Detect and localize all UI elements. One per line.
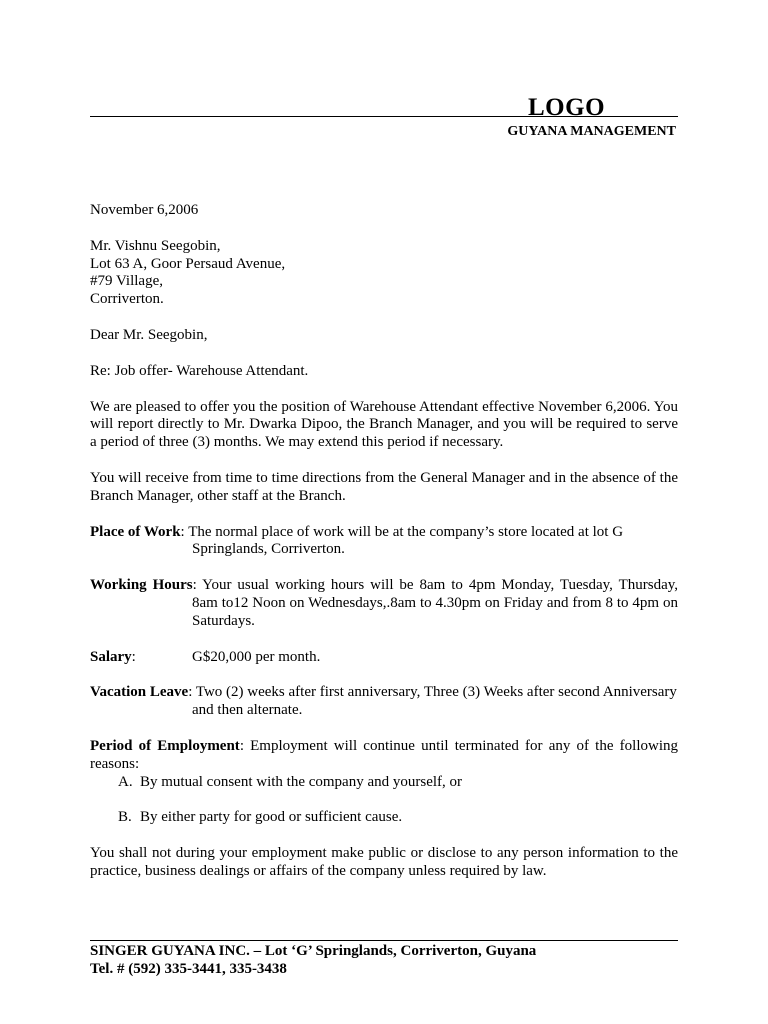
vacation-leave-label: Vacation Leave <box>90 684 189 701</box>
address-line: Corriverton. <box>90 291 164 308</box>
letter-body <box>90 202 678 881</box>
directions-paragraph: You will receive from time to time directions from the General Manager and in the absence of the Branch Manager, other staff at the Branch. <box>90 469 678 504</box>
salary-colon: : <box>131 648 136 665</box>
confidentiality-paragraph: You shall not during your employment make public or disclose to any person information to the practice, business dealings or affairs of the company unless required by law. <box>90 844 678 879</box>
list-marker: A. <box>118 773 133 790</box>
list-item <box>90 774 678 792</box>
salary-section <box>90 649 678 667</box>
logo-placeholder: LOGO <box>528 94 606 121</box>
address-line: Lot 63 A, Goor Persaud Avenue, <box>90 255 286 272</box>
address-line: Mr. Vishnu Seegobin, <box>90 237 221 254</box>
footer <box>90 942 536 978</box>
period-of-employment-section <box>90 738 678 774</box>
period-of-employment-text: : Employment will continue until terminated for any of the following reasons: <box>90 737 678 772</box>
salutation: Dear Mr. Seegobin, <box>90 326 208 343</box>
place-of-work-section <box>90 524 678 560</box>
place-of-work-text: : The normal place of work will be at the company’s store located at lot G Springlands, Corriverton. <box>180 523 624 558</box>
address-line: #79 Village, <box>90 273 163 290</box>
list-marker: B. <box>118 809 132 826</box>
footer-phone: Tel. # (592) 335-3441, 335-3438 <box>90 961 287 977</box>
working-hours-label: Working Hours <box>90 577 193 594</box>
offer-paragraph: We are pleased to offer you the position of Warehouse Attendant effective November 6,2006. You will report directly to Mr. Dwarka Dipoo, the Branch Manager, and you will be required to serve a period of three (3) months. We may extend this period if necessary. <box>90 398 678 451</box>
company-name: GUYANA MANAGEMENT <box>507 124 676 139</box>
list-item <box>90 809 678 827</box>
salary-text: G$20,000 per month. <box>192 648 321 665</box>
vacation-leave-section <box>90 684 678 720</box>
footer-address: SINGER GUYANA INC. – Lot ‘G’ Springlands, Corriverton, Guyana <box>90 943 537 959</box>
reasons-list <box>90 774 678 827</box>
working-hours-text: : Your usual working hours will be 8am to 4pm Monday, Tuesday, Thursday, 8am to12 Noon on Wednesdays,.8am to 4.30pm on Friday and from 8 to 4pm on Saturdays. <box>192 577 679 629</box>
list-item-text: By either party for good or sufficient cause. <box>140 809 403 826</box>
place-of-work-label: Place of Work <box>90 523 181 540</box>
salary-label: Salary <box>90 648 132 665</box>
list-item-text: By mutual consent with the company and yourself, or <box>140 773 463 790</box>
subject-line: Re: Job offer- Warehouse Attendant. <box>90 362 309 379</box>
letter-date: November 6,2006 <box>90 202 199 218</box>
footer-divider <box>90 940 678 941</box>
working-hours-section <box>90 577 678 630</box>
period-of-employment-label: Period of Employment <box>90 737 240 754</box>
vacation-leave-text: : Two (2) weeks after first anniversary, Three (3) Weeks after second Anniversary and then alternate. <box>188 684 677 719</box>
